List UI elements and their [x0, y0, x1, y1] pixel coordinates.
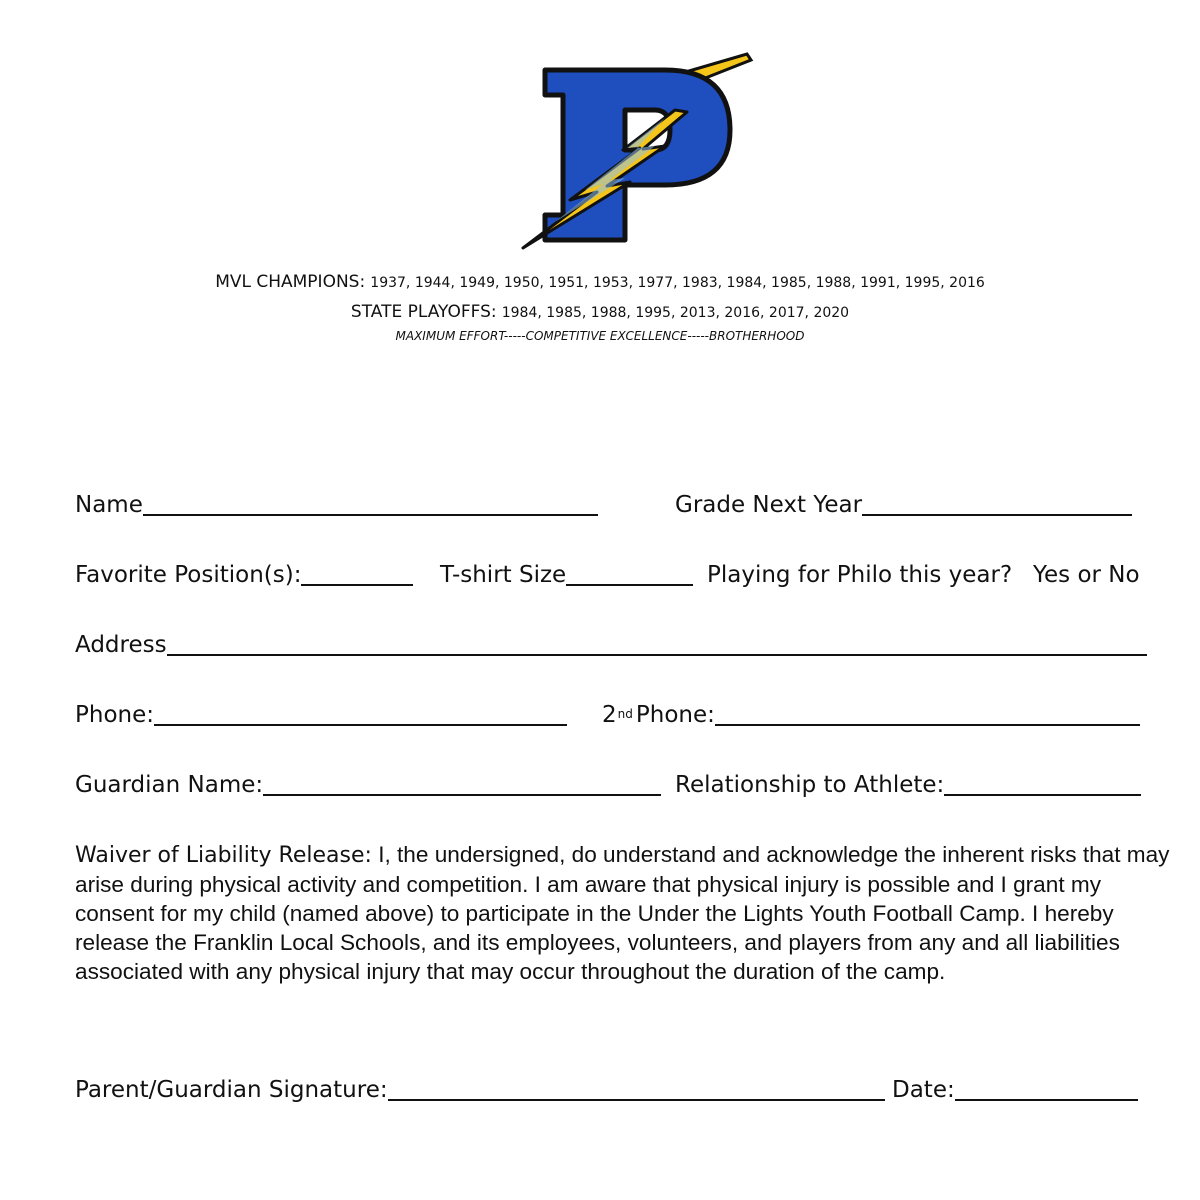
address-blank[interactable]: [167, 630, 1147, 656]
relationship-label: Relationship to Athlete:: [675, 772, 945, 798]
state-playoffs-line: [0, 302, 1200, 322]
phone-field: [75, 700, 567, 730]
phone-blank[interactable]: [154, 700, 567, 726]
tshirt-field: [440, 560, 693, 590]
relationship-field: [675, 770, 1141, 800]
phone2-field: [602, 700, 1140, 730]
guardian-blank[interactable]: [263, 770, 661, 796]
row-name-grade: [75, 490, 1165, 520]
guardian-field: [75, 770, 661, 800]
grade-field: [675, 490, 1132, 520]
signature-label: Parent/Guardian Signature:: [75, 1077, 388, 1103]
tshirt-blank[interactable]: [566, 560, 693, 586]
position-label: Favorite Position(s):: [75, 562, 302, 588]
grade-label: Grade Next Year: [675, 492, 863, 518]
phone2-sup: nd: [617, 707, 633, 721]
date-blank[interactable]: [955, 1075, 1138, 1101]
position-field: [75, 560, 413, 590]
relationship-blank[interactable]: [944, 770, 1141, 796]
mvl-champions-line: [0, 272, 1200, 292]
phone2-blank[interactable]: [715, 700, 1140, 726]
grade-blank[interactable]: [862, 490, 1132, 516]
waiver-paragraph: [75, 840, 1175, 986]
phone2-label: Phone:: [635, 702, 715, 728]
tshirt-label: T-shirt Size: [440, 562, 567, 588]
philo-p-logo: [515, 50, 755, 255]
position-blank[interactable]: [301, 560, 413, 586]
playoffs-years: 1984, 1985, 1988, 1995, 2013, 2016, 2017, 2020: [501, 305, 850, 321]
row-phones: [75, 700, 1165, 730]
name-blank[interactable]: [143, 490, 598, 516]
motto: MAXIMUM EFFORT-----COMPETITIVE EXCELLENCE-----BROTHERHOOD: [395, 329, 805, 343]
phone2-prefix: 2: [602, 702, 617, 728]
guardian-label: Guardian Name:: [75, 772, 264, 798]
address-field: [75, 630, 1147, 660]
name-label: Name: [75, 492, 143, 518]
playing-options[interactable]: Yes or No: [1033, 562, 1140, 588]
phone-label: Phone:: [75, 702, 154, 728]
date-field: [892, 1075, 1138, 1105]
date-label: Date:: [892, 1077, 955, 1103]
row-guardian: [75, 770, 1165, 800]
playoffs-label: STATE PLAYOFFS:: [350, 302, 497, 322]
address-label: Address: [75, 632, 167, 658]
row-address: [75, 630, 1165, 660]
row-signature: [75, 1075, 1165, 1105]
mvl-years: 1937, 1944, 1949, 1950, 1951, 1953, 1977, 1983, 1984, 1985, 1988, 1991, 1995, 2016: [370, 275, 985, 291]
name-field: [75, 490, 598, 520]
playing-label: Playing for Philo this year?: [707, 562, 1013, 588]
signature-field: [75, 1075, 885, 1105]
waiver-text: I, the undersigned, do understand and acknowledge the inherent risks that may arise during physical activity and competition. I am aware that physical injury is possible and I grant my consent for my child (named above) to participate in the Under the Lights Youth Football Camp. I hereby release the Franklin Local Schools, and its employees, volunteers, and players from any and all liabilities associated with any physical injury that may occur throughout the duration of the camp.: [75, 842, 1170, 984]
signature-blank[interactable]: [388, 1075, 885, 1101]
waiver-label: Waiver of Liability Release:: [75, 843, 372, 868]
row-position-tshirt: [75, 560, 1165, 590]
mvl-label: MVL CHAMPIONS:: [215, 272, 366, 292]
